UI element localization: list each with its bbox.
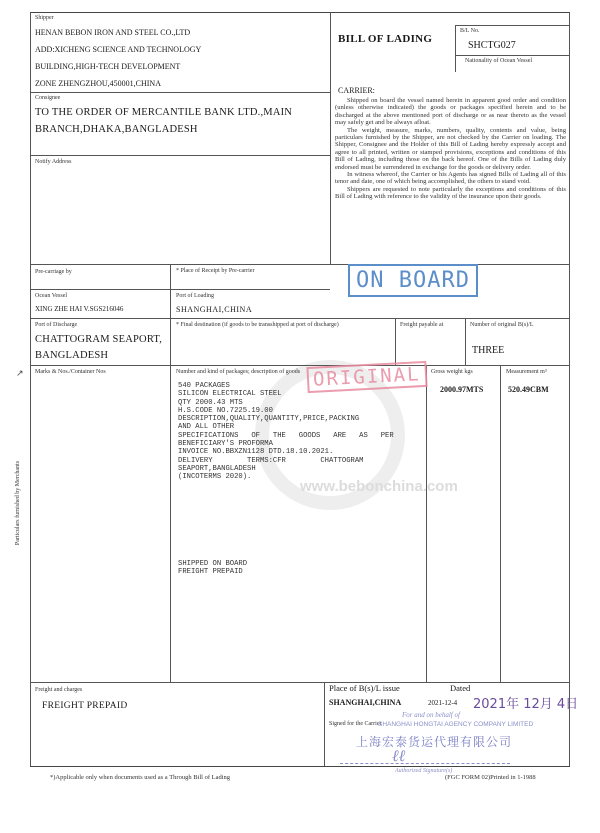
carrier-paragraph: The weight, measure, marks, numbers, quality, contents and value, being particulars furnished by the Shipper, are not checked by the Carrier on loading. The Shipper, Consignee and the Holder of this Bill of Lading hereby expressly accept and agree to all printed, written or stamped provisions, exceptions and conditions of this Bill of Lading, including those on the back hereof. One of the Bills of Lading duly endorsed must be surrendered in exchange for the goods or delivery order. — [335, 126, 566, 171]
original-stamp: ORIGINAL — [306, 361, 427, 393]
authorized-signature-text: Authorized Signature(s) — [395, 768, 453, 774]
rule — [330, 12, 331, 265]
date-stamp: 2021年 12月 4日 — [473, 697, 579, 712]
goods-line: 540 PACKAGES — [178, 382, 230, 390]
ocean-vessel-label: Ocean Vessel — [35, 293, 68, 299]
rule — [500, 365, 501, 682]
document-title: BILL OF LADING — [338, 33, 433, 45]
place-receipt-label: * Place of Receipt by Pre-carrier — [176, 268, 255, 274]
goods-line: QTY 2000.43 MTS — [178, 398, 243, 407]
goods-description — [178, 382, 418, 482]
marks-column-label: Marks & Nos./Container Nos — [35, 369, 106, 375]
rule — [395, 318, 396, 365]
shipped-on-board-note — [178, 560, 247, 577]
goods-line: (INCOTERMS 2020). — [178, 473, 252, 482]
notify-label: Notify Address — [35, 159, 72, 165]
rule — [465, 318, 466, 365]
through-bl-footnote: *)Applicable only when documents used as a Through Bill of Lading — [50, 774, 231, 781]
port-discharge-line: CHATTOGRAM SEAPORT, — [35, 334, 163, 345]
goods-line: BENEFICIARY'S PROFORMA — [178, 440, 273, 449]
measurement-column-label: Measurement m³ — [506, 369, 547, 375]
goods-line: AND ALL OTHER — [178, 423, 235, 432]
carrier-label: CARRIER: — [338, 86, 375, 95]
shipper-label: Shipper — [35, 15, 54, 21]
rule — [170, 365, 171, 682]
bl-no-value: SHCTG027 — [468, 40, 516, 51]
carrier-paragraph: In witness whereof, the Carrier or his Agents has signed Bills of Lading all of this tenor and date, one of which being accomplished, the others to stand void. — [335, 171, 566, 186]
freight-payable-label: Freight payable at — [400, 322, 444, 328]
dated-value: 2021-12-4 — [428, 699, 458, 707]
rule — [30, 264, 570, 265]
shipped-line: FREIGHT PREPAID — [178, 568, 243, 577]
signature-dotted-line — [340, 763, 510, 764]
carrier-terms — [335, 97, 566, 201]
rule — [30, 12, 570, 13]
consignee-line: BRANCH,DHAKA,BANGLADESH — [35, 124, 198, 135]
nationality-label: Nationality of Ocean Vessel — [465, 58, 533, 64]
ocean-vessel-value: XING ZHE HAI V.SGS216046 — [35, 305, 124, 313]
rule — [30, 318, 570, 319]
place-issue-value: SHANGHAI,CHINA — [329, 698, 402, 707]
goods-line: INVOICE NO.BBXZN1128 DTD.18.10.2021. — [178, 448, 334, 457]
rule — [426, 365, 427, 682]
description-column-label: Number and kind of packages; description of goods — [176, 369, 301, 375]
final-destination-label: * Final destination (if goods to be transshipped at port of discharge) — [176, 322, 339, 328]
originals-label: Number of original B(s)/L — [470, 322, 534, 328]
rule — [30, 92, 330, 93]
shipper-line: ADD:XICHENG SCIENCE AND TECHNOLOGY — [35, 45, 202, 54]
port-discharge-line: BANGLADESH — [35, 350, 109, 361]
port-loading-label: Port of Loading — [176, 293, 214, 299]
measurement-value: 520.49CBM — [508, 385, 549, 394]
freight-charges-value: FREIGHT PREPAID — [42, 701, 128, 711]
agency-stamp-en: SHANGHAI HONGTAI AGENCY COMPANY LIMITED — [378, 721, 534, 728]
rule — [30, 682, 570, 683]
place-issue-label: Place of B(s)/L issue — [329, 683, 400, 693]
originals-value: THREE — [472, 345, 505, 356]
goods-line: H.S.CODE NO.7225.19.00 — [178, 406, 273, 415]
rule — [30, 12, 31, 766]
carrier-paragraph: Shipped on board the vessel named herein in apparent good order and condition (unless otherwise indicated) the goods or packages specified herein and to be discharged at the above mentioned port of discharge or as near thereto as the vessel may safely get and be always afloat. — [335, 97, 566, 127]
gross-weight-column-label: Gross weight kgs — [431, 369, 473, 375]
rule — [30, 155, 330, 156]
rule — [30, 289, 330, 290]
rule — [30, 766, 570, 767]
goods-line: SEAPORT,BANGLADESH — [178, 464, 256, 473]
signed-carrier-label: Signed for the Carrier — [329, 721, 382, 727]
watermark-text: www.bebonchina.com — [300, 478, 458, 495]
form-note: (FGC FORM 02)Printed in 1-1988 — [445, 774, 536, 781]
rule — [324, 682, 325, 766]
port-loading-value: SHANGHAI,CHINA — [176, 305, 253, 314]
side-arrow-icon: ↗ — [16, 368, 24, 378]
shipper-line: BUILDING,HIGH-TECH DEVELOPMENT — [35, 62, 181, 71]
goods-line: SPECIFICATIONS OF THE GOODS ARE AS PER — [178, 431, 394, 440]
port-discharge-label: Port of Discharge — [35, 322, 78, 328]
carrier-paragraph: Shippers are requested to note particularly the exceptions and conditions of this Bill of Lading with reference to the validity of the insurance upon their goods. — [335, 185, 566, 201]
rule — [170, 264, 171, 365]
goods-line: DELIVERY TERMS:CFR CHATTOGRAM — [178, 456, 364, 465]
goods-line: SILICON ELECTRICAL STEEL — [178, 390, 282, 399]
gross-weight-value: 2000.97MTS — [440, 385, 484, 394]
on-behalf-text: For and on behalf of — [402, 711, 460, 719]
rule — [569, 12, 570, 766]
on-board-stamp: ON BOARD — [348, 264, 478, 297]
consignee-line: TO THE ORDER OF MERCANTILE BANK LTD.,MAIN — [35, 107, 293, 118]
consignee-label: Consignee — [35, 95, 61, 101]
dated-label: Dated — [450, 683, 471, 693]
shipper-line: HENAN BEBON IRON AND STEEL CO.,LTD — [35, 28, 191, 37]
signature-scribble: ℓℓ — [392, 746, 406, 765]
goods-line: DESCRIPTION,QUALITY,QUANTITY,PRICE,PACKING — [178, 415, 360, 424]
rule — [30, 365, 570, 366]
bl-no-label: B/L No. — [460, 28, 480, 34]
shipper-line: ZONE ZHENGZHOU,450001,CHINA — [35, 79, 161, 88]
agency-stamp-cn: 上海宏泰货运代理有限公司 — [356, 735, 513, 749]
freight-charges-label: Freight and charges — [35, 687, 83, 693]
side-vertical-label: Particulars furnished by Merchants — [15, 460, 21, 546]
shipped-line: SHIPPED ON BOARD — [178, 560, 248, 568]
pre-carriage-label: Pre-carriage by — [35, 269, 72, 275]
